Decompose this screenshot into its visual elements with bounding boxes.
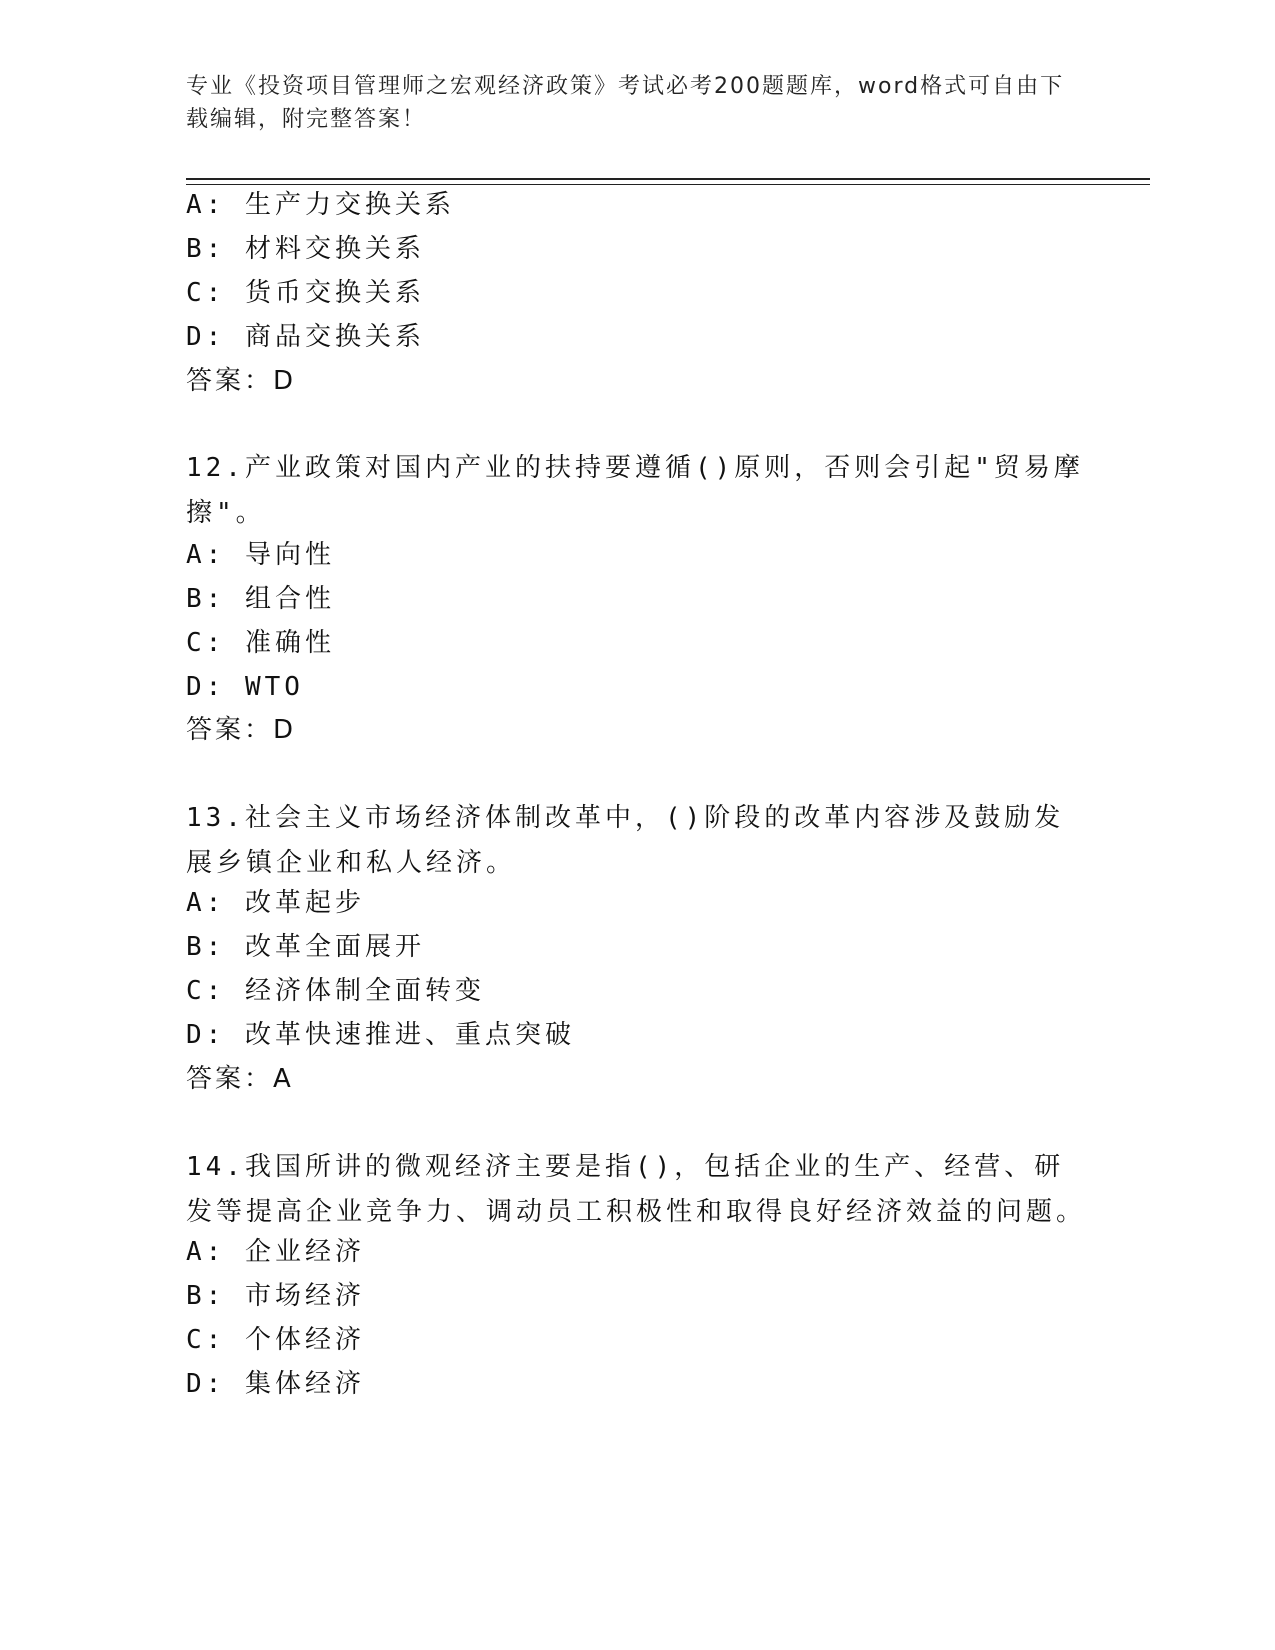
q11-answer: 答案：D xyxy=(186,366,297,396)
q13-option-c: C: 经济体制全面转变 xyxy=(186,976,485,1006)
header-rule-top xyxy=(186,178,1150,180)
q14-option-d: D: 集体经济 xyxy=(186,1369,365,1399)
q11-option-a: A: 生产力交换关系 xyxy=(186,190,455,220)
q13-answer: 答案：A xyxy=(186,1064,294,1094)
q13-question: 13.社会主义市场经济体制改革中，()阶段的改革内容涉及鼓励发展乡镇企业和私人经济。 xyxy=(186,803,1065,878)
q12-option-d: D: WTO xyxy=(186,672,304,702)
q13-option-a: A: 改革起步 xyxy=(186,888,365,918)
header-rule-bottom xyxy=(186,184,1150,185)
q14-option-c: C: 个体经济 xyxy=(186,1325,365,1355)
q14-option-b: B: 市场经济 xyxy=(186,1281,365,1311)
q12-option-a: A: 导向性 xyxy=(186,540,335,570)
q13-option-d: D: 改革快速推进、重点突破 xyxy=(186,1020,575,1050)
document-header: 专业《投资项目管理师之宏观经济政策》考试必考200题题库，word格式可自由下载编辑，附完整答案！ xyxy=(186,74,1065,132)
q12-option-c: C: 准确性 xyxy=(186,628,335,658)
q11-option-c: C: 货币交换关系 xyxy=(186,278,425,308)
q12-question: 12.产业政策对国内产业的扶持要遵循()原则，否则会引起"贸易摩擦"。 xyxy=(186,453,1084,528)
q11-option-b: B: 材料交换关系 xyxy=(186,234,425,264)
q13-option-b: B: 改革全面展开 xyxy=(186,932,425,962)
q12-answer: 答案：D xyxy=(186,715,297,745)
q11-option-d: D: 商品交换关系 xyxy=(186,322,425,352)
q12-option-b: B: 组合性 xyxy=(186,584,335,614)
q14-option-a: A: 企业经济 xyxy=(186,1237,365,1267)
q14-question: 14.我国所讲的微观经济主要是指()，包括企业的生产、经营、研发等提高企业竞争力、调动员工积极性和取得良好经济效益的问题。 xyxy=(186,1152,1087,1227)
